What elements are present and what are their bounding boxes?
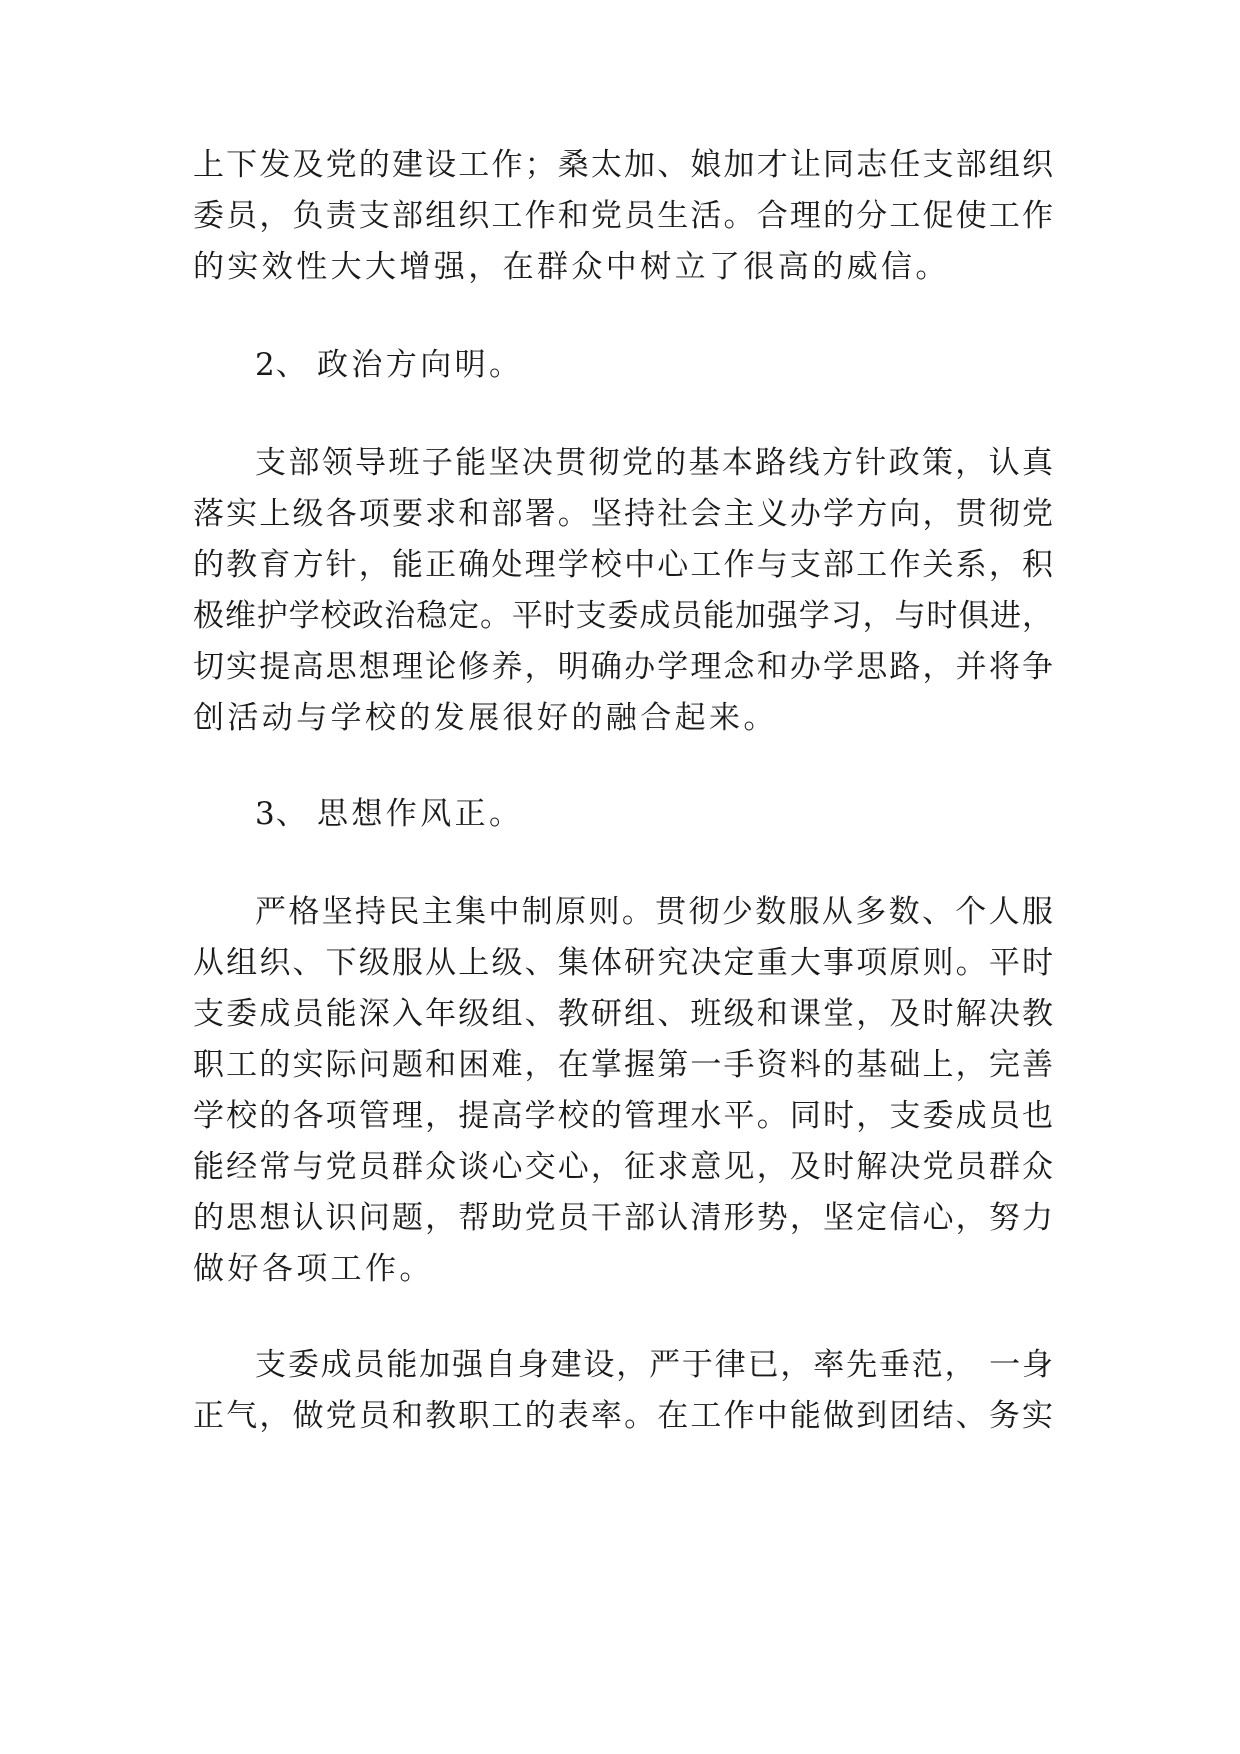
- paragraph-line: 委员，负责支部组织工作和党员生活。合理的分工促使工作: [193, 198, 1053, 234]
- section-title: 政治方向明。: [317, 347, 524, 383]
- paragraph-line: 正气，做党员和教职工的表率。在工作中能做到团结、务实: [193, 1398, 1053, 1434]
- paragraph-line: 能经常与党员群众谈心交心，征求意见，及时解决党员群众: [193, 1149, 1053, 1185]
- paragraph-line: 支部领导班子能坚决贯彻党的基本路线方针政策，认真: [255, 445, 1053, 481]
- section-number: 3、: [255, 796, 308, 832]
- paragraph-line: 上下发及党的建设工作；桑太加、娘加才让同志任支部组织: [193, 147, 1053, 183]
- section-heading-3: [255, 784, 1115, 844]
- paragraph-line: 做好各项工作。: [193, 1251, 434, 1287]
- paragraph-line: 切实提高思想理论修养，明确办学理念和办学思路，并将争: [193, 649, 1053, 685]
- paragraph-line: 支委成员能加强自身建设，严于律已，率先垂范， 一身: [255, 1347, 1053, 1383]
- paragraph-line: 严格坚持民主集中制原则。贯彻少数服从多数、个人服: [255, 894, 1053, 930]
- paragraph-line: 职工的实际问题和困难，在掌握第一手资料的基础上，完善: [193, 1047, 1053, 1083]
- paragraph-line: 支委成员能深入年级组、教研组、班级和课堂，及时解决教: [193, 996, 1053, 1032]
- paragraph-line: 创活动与学校的发展很好的融合起来。: [193, 700, 778, 736]
- paragraph-line: 极维护学校政治稳定。平时支委成员能加强学习，与时俱进，: [193, 598, 1053, 634]
- paragraph-line: 学校的各项管理，提高学校的管理水平。同时，支委成员也: [193, 1098, 1053, 1134]
- paragraph-line: 的教育方针，能正确处理学校中心工作与支部工作关系，积: [193, 547, 1053, 583]
- section-title: 思想作风正。: [317, 796, 524, 832]
- paragraph-line: 的思想认识问题，帮助党员干部认清形势，坚定信心，努力: [193, 1200, 1053, 1236]
- paragraph-line: 从组织、下级服从上级、集体研究决定重大事项原则。平时: [193, 945, 1053, 981]
- paragraph-line: 落实上级各项要求和部署。坚持社会主义办学方向，贯彻党: [193, 496, 1053, 532]
- section-number: 2、: [255, 347, 308, 383]
- paragraph-line: 的实效性大大增强，在群众中树立了很高的威信。: [193, 249, 950, 285]
- section-heading-2: [255, 335, 1115, 395]
